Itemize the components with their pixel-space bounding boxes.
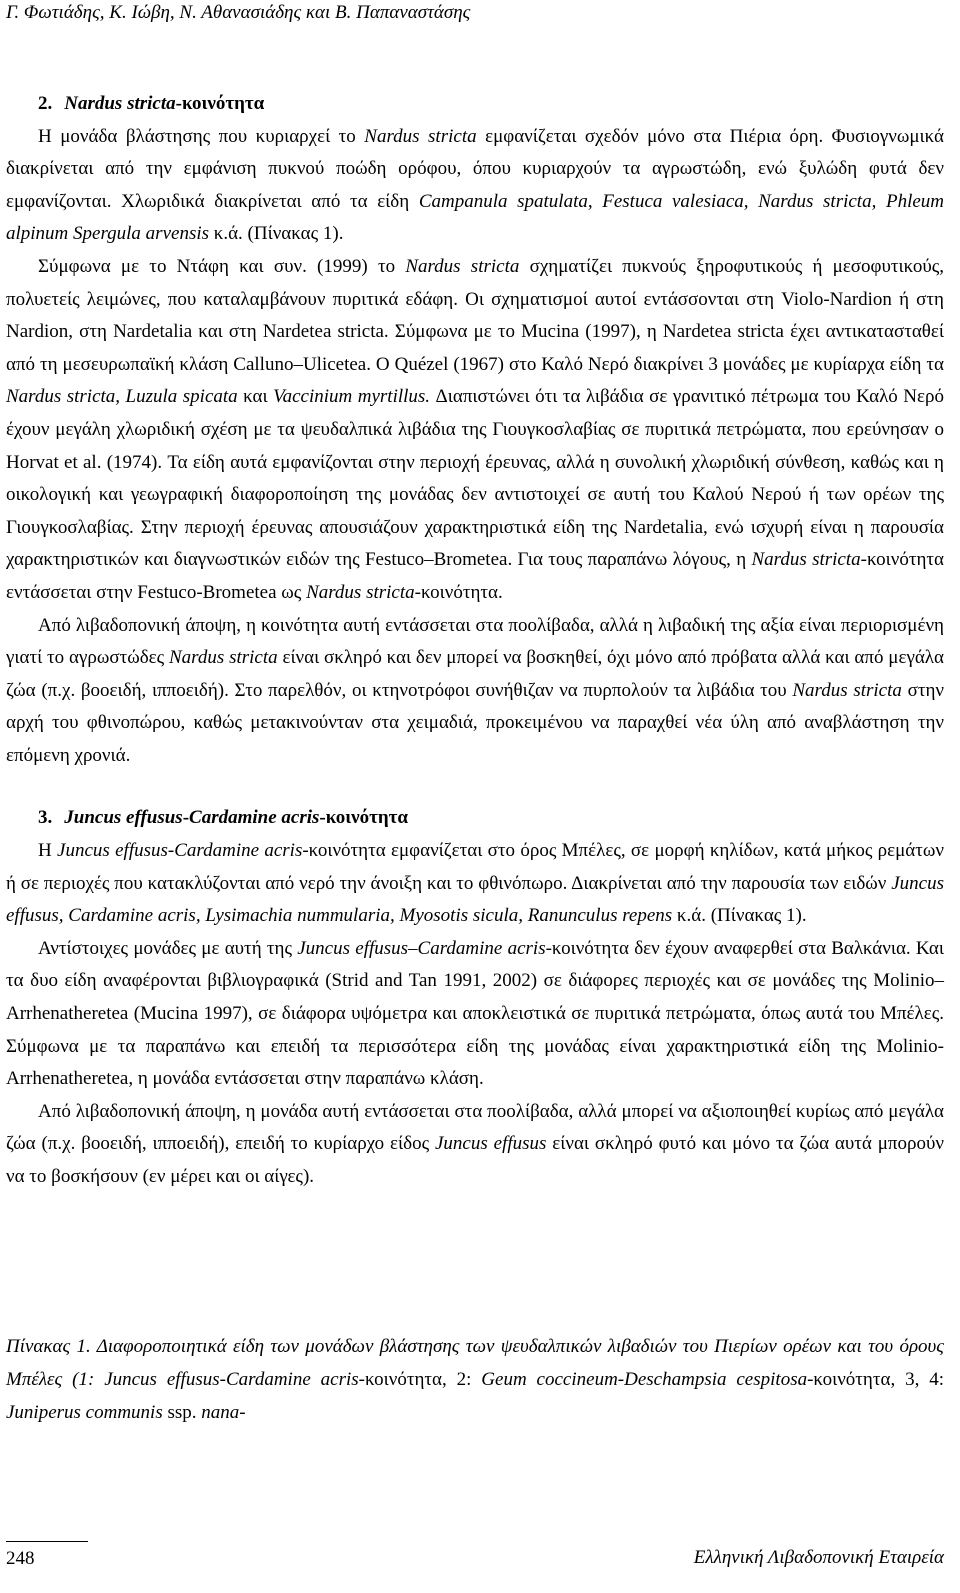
species-name: Juncus effusus (435, 1133, 547, 1155)
species-name: Cardamine acris (225, 1369, 359, 1390)
section-2-heading (6, 88, 944, 121)
section-gap (6, 772, 944, 802)
page-number: 248 (6, 1548, 35, 1569)
section-3-paragraph-1 (6, 835, 944, 933)
section-2-paragraph-3 (6, 610, 944, 773)
species-name: Nardus stricta (306, 581, 415, 603)
text-run: -κοινότητα δεν έχουν αναφερθεί στα Βαλκάνια. Και τα δυο είδη αναφέρονται βιβλιογραφικά (Strid and Tan 1991, 2002) σε διάφορες περιοχές και σε μονάδες της Molinio–Arrhenatheretea (Mucina 1997), σε διάφορα υψόμετρα και αποκλειστικά σε πυριτικά πετρώματα, όπως αυτά του Μπέλες. Σύμφωνα με τα παραπάνω και επειδή τα περισσότερα είδη της μονάδας είναι χαρακτηριστικά είδη της Molinio-Arrhenatheretea, η μονάδα εντάσσεται στην παραπάνω κλάση. (6, 937, 944, 1090)
species-name: Nardus stricta (364, 125, 477, 147)
species-name: Juncus effusus, Cardamine acris, Lysimachia nummularia, Myosotis sicula, Ranunculus repens (6, 872, 944, 927)
section-3-title-suffix: -κοινότητα (319, 807, 409, 829)
text-run: Η (38, 840, 58, 862)
caption-text: -κοινότητα, 3, 4: (807, 1369, 944, 1390)
species-name: Juncus effusus (57, 840, 168, 862)
text-run: σχηματίζει πυκνούς ξηροφυτικούς ή μεσοφυτικούς, πολυετείς λειμώνες, που καταλαμβάνουν πυριτικά εδάφη. Οι σχηματισμοί αυτοί εντάσσονται στη Violo-Nardion ή στη Nardion, στη Nardetalia και στη Nardetea stricta. Σύμφωνα με το Mucina (1997), η Nardetea stricta έχει αντικατασταθεί από τη μεσευρωπαϊκή κλάση Calluno–Ulicetea. Ο Quézel (1967) στο Καλό Νερό διακρίνει 3 μονάδες με κυρίαρχα είδη τα (6, 255, 944, 375)
section-3-paragraph-2 (6, 933, 944, 1096)
text-run: κ.ά. (Πίνακας 1). (672, 905, 807, 927)
text-run: Αντίστοιχες μονάδες με αυτή της (38, 937, 298, 959)
text-run: -κοινότητα. (414, 581, 503, 603)
section-3-paragraph-3 (6, 1096, 944, 1194)
species-name: Vaccinium myrtillus. (273, 386, 431, 408)
text-run: είναι σκληρό φυτό και μόνο τα ζώα αυτά μπορούν να το βοσκήσουν (εν μέρει και οι αίγες). (6, 1133, 944, 1187)
running-head: Γ. Φωτιάδης, Κ. Ιώβη, Ν. Αθανασιάδης και Β. Παπαναστάσης (6, 2, 471, 23)
text-run: και (237, 386, 274, 408)
text-run: -κοινότητα εμφανίζεται στο όρος Μπέλες, σε μορφή κηλίδων, κατά μήκος ρεμάτων ή σε περιοχές που κατακλύζονται από νερό την άνοιξη και το φθινόπωρο. Διακρίνεται από την παρουσία των ειδών (6, 840, 944, 894)
text-run: Από λιβαδοπονική άποψη, η μονάδα αυτή εντάσσεται στα ποολίβαδα, αλλά μπορεί να αξιοποιηθεί κυρίως από μεγάλα ζώα (π.χ. βοοειδή, ιπποειδή), επειδή το κυρίαρχο είδος (6, 1100, 944, 1155)
species-name: Cardamine acris (174, 840, 303, 862)
species-name: nana- (201, 1402, 246, 1423)
text-run: - (167, 840, 175, 862)
text-run: είναι σκληρό και δεν μπορεί να βοσκηθεί, όχι μόνο από πρόβατα αλλά και από μεγάλα ζώα (π.χ. βοοειδή, ιπποειδή). Στο παρελθόν, οι κτηνοτρόφοι συνήθιζαν να πυρπολούν τα λιβάδια του (6, 647, 944, 701)
caption-text: -κοινότητα, 2: (358, 1369, 482, 1390)
section-2-title-species: Nardus stricta (64, 93, 176, 114)
body-text (6, 88, 944, 1194)
text-run: κ.ά. (Πίνακας 1). (209, 223, 344, 245)
text-run: Διαπιστώνει ότι τα λιβάδια σε γρανιτικό πέτρωμα του Καλό Νερό έχουν μεγάλη χλωριδική σχέση με τα ψευδαλπικά λιβάδια της Γιουγκοσλαβίας σε πυριτικά πετρώματα, που ερεύνησαν ο Horvat et al. (1974). Τα είδη αυτά εμφανίζονται στην περιοχή έρευνας, αλλά η συνολική χλωριδική σύνθεση, καθώς και η οικολογική και γεωγραφική διαφοροποίηση της μονάδας δεν αντιστοιχεί σε αυτή του Καλού Νερού ή των ορέων της Γιουγκοσλαβίας. Στην περιοχή έρευνας απουσιάζουν χαρακτηριστικά είδη της Nardetalia, ενώ ισχυρή είναι η παρουσία χαρακτηριστικών και διαγνωστικών ειδών της Festuco–Brometea. Για τους παραπάνω λόγους, η (6, 386, 944, 571)
species-name: Juncus effusus (104, 1369, 220, 1390)
section-2-paragraph-2 (6, 251, 944, 610)
species-name: Nardus stricta (405, 255, 520, 277)
species-name: Juncus effusus–Cardamine acris (297, 937, 546, 959)
species-name: Nardus stricta (792, 679, 902, 701)
text-run: εμφανίζεται σχεδόν μόνο στα Πιέρια όρη. Φυσιογνωμικά διακρίνεται από την εμφάνιση πυκνού ποώδη ορόφου, όπου κυριαρχούν τα αγρωστώδη, ενώ ξυλώδη φυτά δεν εμφανίζονται. Χλωριδικά διακρίνεται από τα είδη (6, 125, 944, 212)
section-3-title-species-1: Juncus effusus (64, 807, 183, 829)
species-name: Geum coccineum-Deschampsia cespitosa (481, 1369, 808, 1390)
footer-rule (6, 1541, 88, 1542)
section-3-title-species-2: Cardamine acris (189, 807, 320, 829)
section-3-heading (6, 802, 944, 835)
section-3-number: 3. (38, 807, 53, 829)
text-run: Από λιβαδοπονική άποψη, η κοινότητα αυτή εντάσσεται στα ποολίβαδα, αλλά η λιβαδική της αξία είναι περιορισμένη γιατί το αγρωστώδες (6, 614, 944, 669)
text-run: στην αρχή του φθινοπώρου, καθώς μετακινούνταν στα χειμαδιά, προκειμένου να παραχθεί νέα ύλη από αναβλάστηση την επόμενη χρονιά. (6, 679, 944, 766)
caption-text: - (219, 1369, 226, 1390)
species-name: Nardus stricta (751, 549, 861, 571)
caption-text: Πίνακας 1. Διαφοροποιητικά είδη των μονάδων βλάστησης των ψευδαλπικών λιβαδιών του Πιερίων ορέων και του όρους Μπέλες (1: (6, 1336, 944, 1390)
text-run: Η μονάδα βλάστησης που κυριαρχεί το (38, 125, 365, 147)
text-run: Σύμφωνα με το Ντάφη και συν. (1999) το (38, 255, 406, 277)
section-2-title-suffix: -κοινότητα (175, 93, 265, 114)
text-run: -κοινότητα εντάσσεται στην Festuco-Brometea ως (6, 549, 944, 603)
section-3-title-hyphen: - (182, 807, 190, 829)
species-name: Campanula spatulata, Festuca valesiaca, Nardus stricta, Phleum alpinum Spergula arvensis (6, 190, 944, 245)
species-name: Nardus stricta (169, 647, 278, 669)
caption-text: ssp. (162, 1402, 202, 1423)
section-2-paragraph-1 (6, 121, 944, 251)
journal-name: Ελληνική Λιβαδοπονική Εταιρεία (693, 1547, 944, 1568)
species-name: Juniperus communis (6, 1402, 163, 1423)
section-2-number: 2. (38, 93, 53, 114)
species-name: Nardus stricta, Luzula spicata (6, 386, 238, 408)
table-caption (6, 1330, 944, 1429)
